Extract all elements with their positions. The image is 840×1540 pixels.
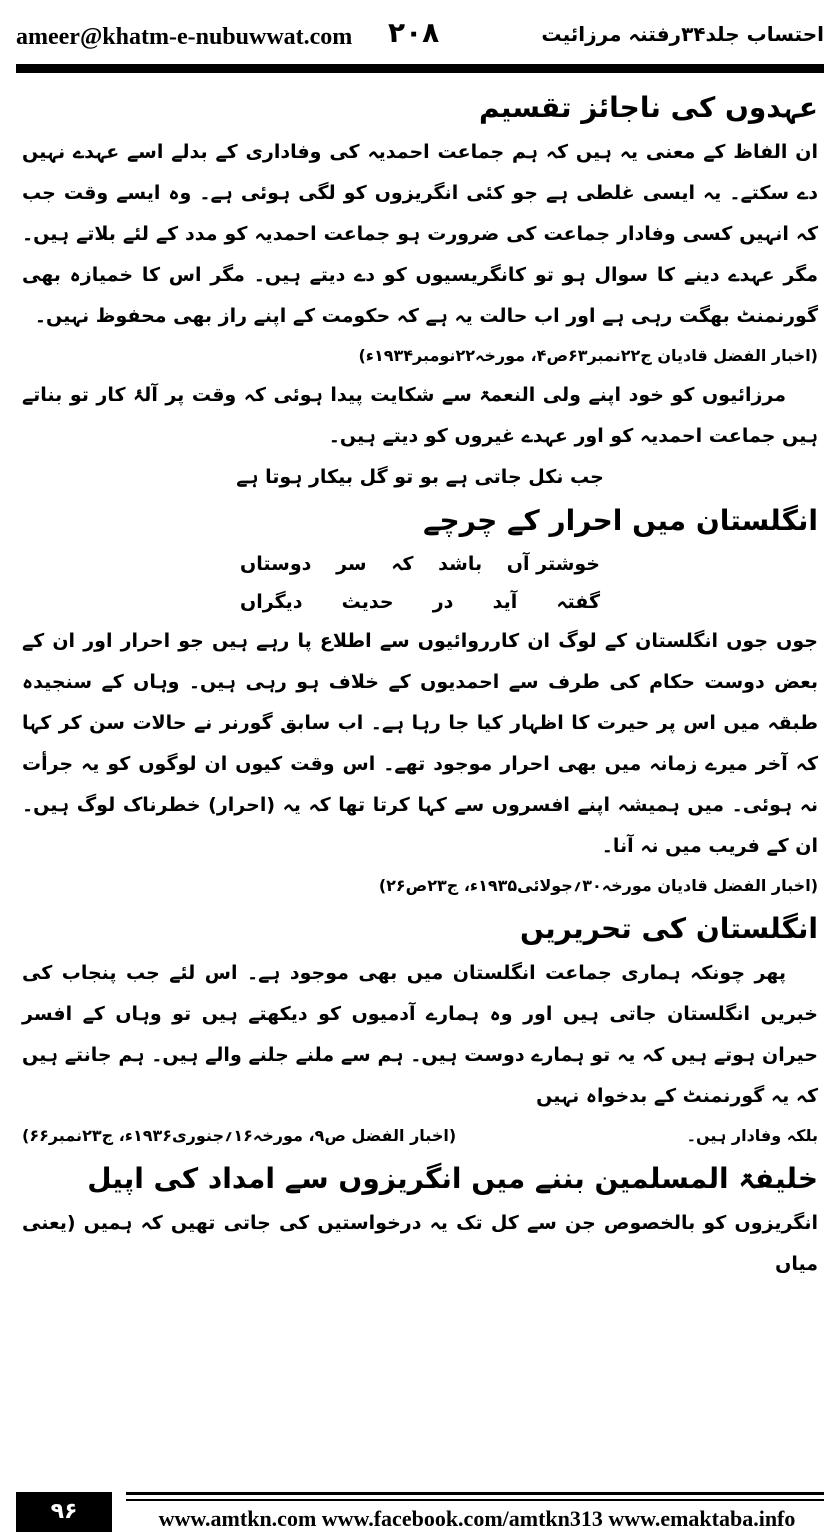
footer-rule-bottom [126,1499,824,1501]
page-body [22,84,818,1464]
section-heading-caliph-appeal: خلیفۃ المسلمین بننے میں انگریزوں سے امداد کی اپیل [87,1162,818,1195]
verse-line: جب نکل جاتی ہے بو تو گل بیکار ہوتا ہے [236,466,604,488]
couplet-word: کہ [391,553,414,575]
paragraph-1: ان الفاظ کے معنی یہ ہیں کہ ہم جماعت احمدیہ کی وفاداری کے بدلے اسے عہدے نہیں دے سکتے۔ یہ ایسی غلطی ہے جو کئی انگریزوں کو لگی ہوئی ہے۔ وہ ایسے وقت جب کہ انہیں کسی وفادار جماعت کی ضرورت ہو جماعت احمدیہ کو مدد کے لئے بلاتے ہیں۔ مگر عہدے دینے کا سوال ہو تو کانگریسیوں کو دے دیتے ہیں۔ مگر اس کا خمیازہ بھی گورنمنٹ بھگت رہی ہے اور اب حالت یہ ہے کہ حکومت کے اپنے راز بھی محفوظ نہیں۔ [22,141,818,327]
header-email: ameer@khatm-e-nubuwwat.com [16,24,353,50]
footer-links[interactable]: www.amtkn.com www.facebook.com/amtkn313 www.emaktaba.info [158,1506,796,1531]
couplet-word: سر [336,553,367,575]
couplet-word: دوستاں [240,553,312,575]
couplet-word: گفتہ [556,591,600,613]
couplet-line-2 [240,583,600,621]
section-heading-ahrar-in-england: انگلستان میں احرار کے چرچے [423,504,818,537]
couplet-word: باشد [438,553,483,575]
couplet-word: حدیث [341,591,394,613]
header-book-title: احتساب جلد۳۴رفتنہ مرزائیت [541,22,824,46]
section-heading-writings-of-england: انگلستان کی تحریریں [519,912,818,945]
citation-3: (اخبار الفضل ص۹، مورخہ۱۶؍جنوری۱۹۳۶ء، ج۲۳نمبر۶۶) [22,1126,457,1145]
couplet-word: در [432,591,454,613]
couplet-word: آید [492,591,518,613]
header-page-number: ۲۰۸ [388,16,440,49]
footer-rule-top [126,1492,824,1495]
citation-2: (اخبار الفضل قادیان مورخہ۳۰؍جولائی۱۹۳۵ء، ج۲۳ص۲۶) [378,876,818,895]
paragraph-2: مرزائیوں کو خود اپنے ولی النعمۃ سے شکایت پیدا ہوئی کہ وقت پر آلۂ کار تو بناتے ہیں جماعت احمدیہ کو اور عہدے غیروں کو دیتے ہیں۔ [22,384,818,447]
couplet-word: خوشتر آں [506,553,600,575]
paragraph-4-tail: بلکہ وفادار ہیں۔ [686,1126,818,1145]
footer-page-number: ۹۶ [16,1492,112,1532]
paragraph-4-closing-line [22,1117,818,1155]
couplet-line-1 [240,545,600,583]
couplet-word: دیگراں [240,591,303,613]
header-rule [16,64,824,73]
paragraph-4: پھر چونکہ ہماری جماعت انگلستان میں بھی موجود ہے۔ اس لئے جب پنجاب کی خبریں انگلستان جاتی ہیں اور وہ ہمارے آدمیوں کو دیکھتے ہیں تو وہاں کے افسر حیران ہوتے ہیں کہ یہ تو ہمارے دوست ہیں۔ ہم سے ملنے جلنے والے ہیں۔ ہم جانتے ہیں کہ یہ گورنمنٹ کے بدخواہ نہیں [22,962,818,1107]
citation-1: (اخبار الفضل قادیان ج۲۲نمبر۶۳ص۴، مورخہ۲۲نومبر۱۹۳۴ء) [358,346,818,365]
paragraph-5: انگریزوں کو بالخصوص جن سے کل تک یہ درخواستیں کی جاتی تھیں کہ ہمیں (یعنی میاں [22,1212,818,1275]
page-footer [16,1492,824,1532]
section-heading-illegal-distribution: عہدوں کی ناجائز تقسیم [478,91,818,124]
persian-couplet [240,545,600,621]
page-header [16,14,824,64]
paragraph-3: جوں جوں انگلستان کے لوگ ان کارروائیوں سے اطلاع پا رہے ہیں جو احرار اور ان کے بعض دوست حکام کی طرف سے احمدیوں کے خلاف ہو رہی ہیں۔ وہاں کے سنجیدہ طبقہ میں اس پر حیرت کا اظہار کیا جا رہا ہے۔ اب سابق گورنر نے حالات سن کر کہا کہ آخر میرے زمانہ میں بھی احرار موجود تھے۔ اس وقت کیوں ان لوگوں کو یہ جرأت نہ ہوئی۔ میں ہمیشہ اپنے افسروں سے کہا کرتا تھا کہ یہ (احرار) خطرناک لوگ ہیں۔ ان کے فریب میں نہ آنا۔ [22,630,818,857]
